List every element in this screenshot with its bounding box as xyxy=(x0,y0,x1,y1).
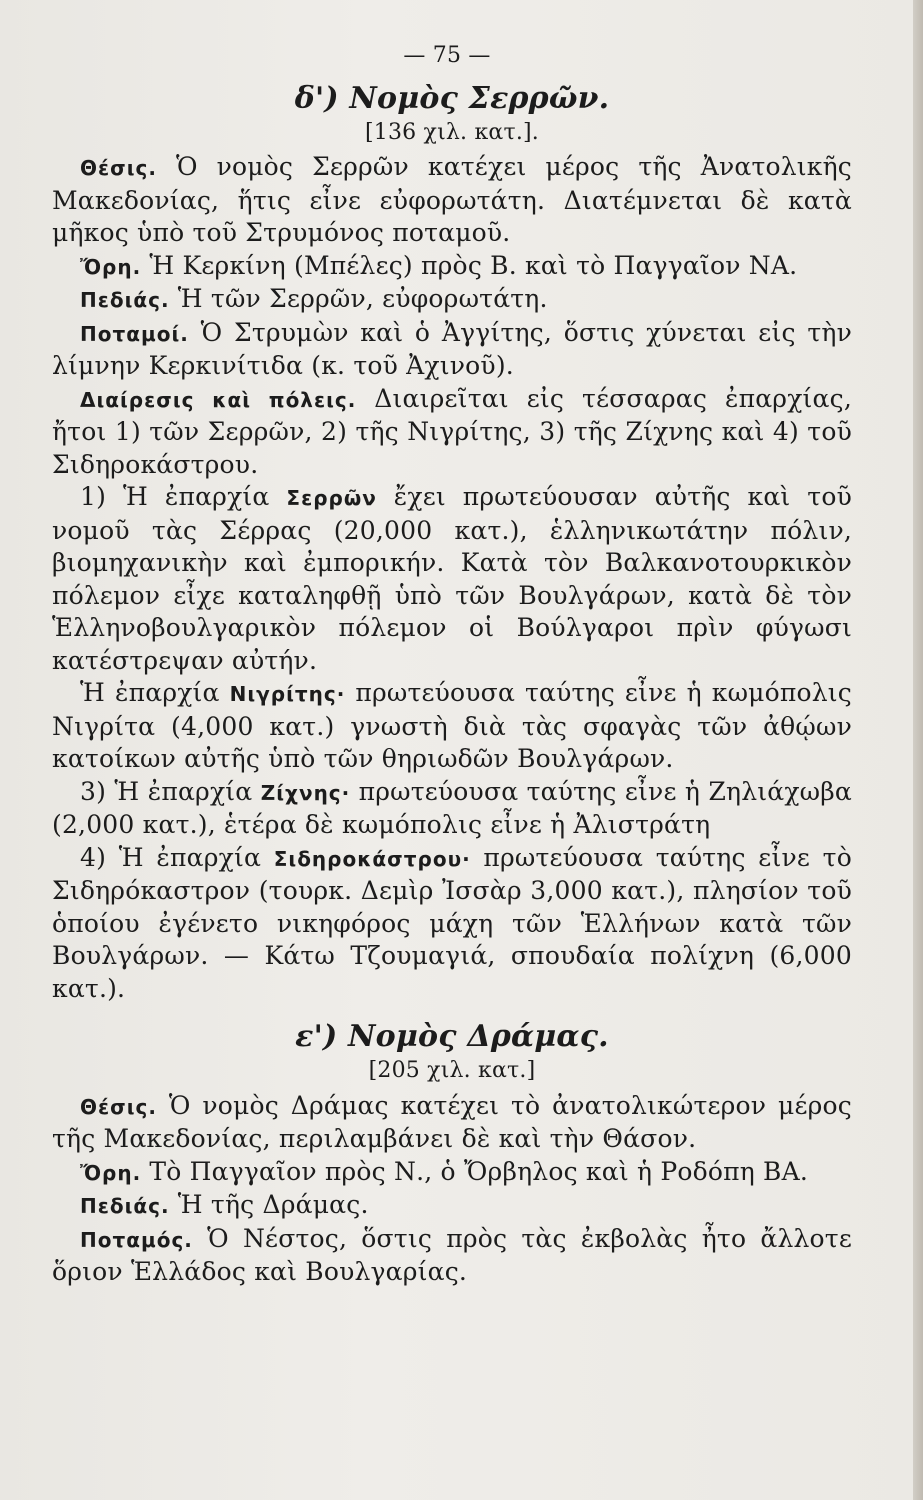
paragraph-text: Ἡ Κερκίνη (Μπέλες) πρὸς Β. καὶ τὸ Παγγαῖον ΝΑ. xyxy=(149,250,798,280)
paragraph-heading: Πεδιάς. xyxy=(80,288,170,312)
paragraph-heading: Ὄρη. xyxy=(80,254,142,279)
paragraph-eparchia-nigritis xyxy=(52,677,852,776)
paragraph-text: Ἡ τῶν Σερρῶν, εὐφορωτάτη. xyxy=(177,284,548,313)
paragraph-text: Ὁ Νέστος, ὅστις πρὸς τὰς ἐκβολὰς ἦτο ἄλλοτε ὅριον Ἑλλάδος καὶ Βουλγαρίας. xyxy=(52,1223,852,1286)
paragraph-eparchia-sidirokastrou xyxy=(52,842,852,1006)
section-area-serres: [136 χιλ. κατ.]. xyxy=(364,119,539,145)
paragraph-heading: Ποταμός. xyxy=(80,1227,193,1252)
paragraph-potamos-drama xyxy=(52,1223,852,1289)
paragraph-heading: Διαίρεσις καὶ πόλεις. xyxy=(80,387,357,412)
paragraph-text: ἔχει πρωτεύουσαν αὐτῆς καὶ τοῦ νομοῦ τὰς Σέρρας (20,000 κατ.), ἑλληνικωτάτην πόλιν, βιομηχανικὴν καὶ ἐμπορικήν. Κατὰ τὸν Βαλκανοτουρκικὸν πόλεμον εἶχε καταληφθῇ ὑπὸ τῶν Βουλγάρων, κατὰ δὲ τὸν Ἑλληνοβουλγαρικὸν πόλεμον οἱ Βούλγαροι πρὶν φύγωσι κατέστρεψαν αὐτήν. xyxy=(52,482,852,675)
paragraph-eparchia-serron xyxy=(52,481,852,677)
paragraph-prefix: 4) Ἡ ἐπαρχία xyxy=(80,842,262,872)
paragraph-text: πρωτεύουσα ταύτης εἶνε ἡ Ζηλιάχωβα (2,000 κατ.), ἑτέρα δὲ κωμόπολις εἶνε ἡ Ἀλιστράτη xyxy=(52,776,852,839)
paragraph-ori xyxy=(52,250,852,284)
section-title-serres: δ') Νομὸς Σερρῶν. xyxy=(294,80,610,116)
paragraph-text: Τὸ Παγγαῖον πρὸς Ν., ὁ Ὄρβηλος καὶ ἡ Ροδόπη ΒΑ. xyxy=(149,1156,809,1186)
paragraph-prefix: 3) Ἡ ἐπαρχία xyxy=(80,776,253,806)
paragraph-text: πρωτεύουσα ταύτης εἶνε τὸ Σιδηρόκαστρον (τουρκ. Δεμὶρ Ἰσσὰρ 3,000 κατ.), πλησίον τοῦ ὁποίου ἐγένετο νικηφόρος μάχη τῶν Ἑλλήνων κατὰ τῶν Βουλγάρων. — Κάτω Τζουμαγιά, σπουδαία πολίχνη (6,000 κατ.). xyxy=(52,842,852,1003)
paragraph-heading: Νιγρίτης· xyxy=(229,682,346,706)
paragraph-thesis-drama xyxy=(52,1090,852,1156)
paragraph-heading: Σιδηροκάστρου· xyxy=(273,846,471,871)
paragraph-heading: Θέσις. xyxy=(80,156,157,180)
paragraph-text: Διαιρεῖται εἰς τέσσαρας ἐπαρχίας, ἤτοι 1) τῶν Σερρῶν, 2) τῆς Νιγρίτης, 3) τῆς Ζίχνης καὶ 4) τοῦ Σιδηροκάστρου. xyxy=(52,383,852,479)
paragraph-prefix: Ἡ ἐπαρχία xyxy=(80,678,220,707)
paragraph-eparchia-zichnis xyxy=(52,776,852,842)
paragraph-text: Ὁ νομὸς Δράμας κατέχει τὸ ἀνατολικώτερον μέρος τῆς Μακεδονίας, περιλαμβάνει δὲ καὶ τὴν Θάσον. xyxy=(52,1090,852,1153)
paragraph-prefix: 1) Ἡ ἐπαρχία xyxy=(80,482,270,511)
paragraph-pedias-drama xyxy=(52,1189,852,1223)
paragraph-text: Ὁ Στρυμὼν καὶ ὁ Ἀγγίτης, ὅστις χύνεται εἰς τὴν λίμνην Κερκινίτιδα (κ. τοῦ Ἀχινοῦ). xyxy=(52,317,852,380)
paragraph-heading: Ζίχνης· xyxy=(260,780,351,805)
page-text xyxy=(52,40,852,1289)
page-number: — 75 — xyxy=(403,43,491,68)
paragraph-potamoi xyxy=(52,317,852,383)
paragraph-pedias xyxy=(52,283,852,317)
paragraph-heading: Ποταμοί. xyxy=(80,321,189,346)
paragraph-heading: Πεδιάς. xyxy=(80,1194,170,1218)
paragraph-text: Ἡ τῆς Δράμας. xyxy=(177,1190,369,1219)
paragraph-text: πρωτεύουσα ταύτης εἶνε ἡ κωμόπολις Νιγρίτα (4,000 κατ.) γνωστὴ διὰ τὰς σφαγὰς τῶν ἀθῴων κατοίκων αὐτῆς ὑπὸ τῶν θηριωδῶν Βουλγάρων. xyxy=(52,678,852,773)
paragraph-heading: Σερρῶν xyxy=(286,486,377,510)
section-title-drama: ε') Νομὸς Δράμας. xyxy=(295,1019,609,1054)
paragraph-heading: Θέσις. xyxy=(80,1094,157,1119)
paragraph-thesis xyxy=(52,151,852,250)
paragraph-text: Ὁ νομὸς Σερρῶν κατέχει μέρος τῆς Ἀνατολικῆς Μακεδονίας, ἥτις εἶνε εὐφορωτάτη. Διατέμνεται δὲ κατὰ μῆκος ὑπὸ τοῦ Στρυμόνος ποταμοῦ. xyxy=(52,152,852,247)
section-area-drama: [205 χιλ. κατ.] xyxy=(368,1058,536,1083)
paragraph-diairesis xyxy=(52,383,852,482)
page-edge-shadow xyxy=(913,0,923,1500)
paragraph-heading: Ὄρη. xyxy=(80,1160,142,1185)
paragraph-ori-drama xyxy=(52,1156,852,1190)
